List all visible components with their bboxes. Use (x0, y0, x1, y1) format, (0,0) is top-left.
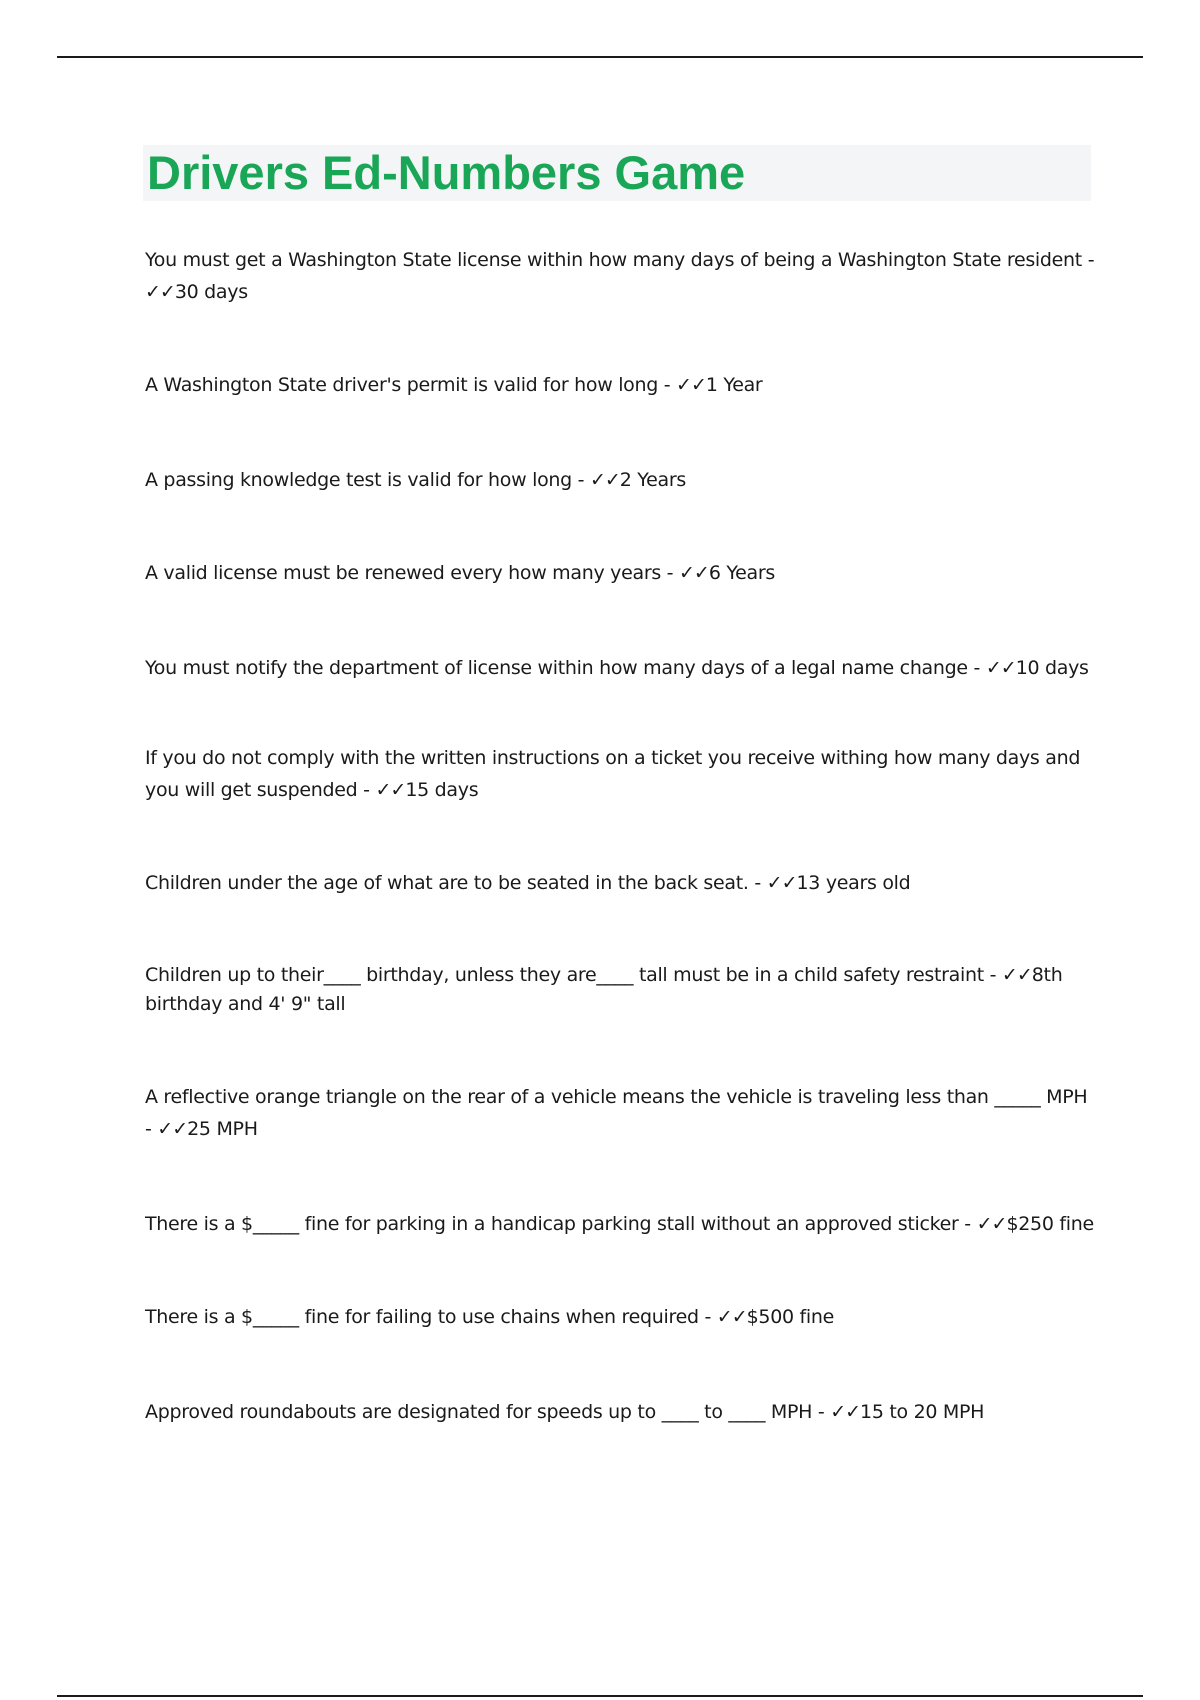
answer-text: 15 days (405, 779, 479, 801)
answer-text: 10 days (1015, 657, 1089, 679)
question-text: Approved roundabouts are designated for speeds up to ____ to ____ MPH - (145, 1401, 831, 1423)
double-check-icon: ✓✓ (1001, 964, 1032, 986)
answer-text: 8th birthday and 4' 9" tall (145, 964, 1063, 1015)
answer-text: $500 fine (746, 1306, 835, 1328)
qa-item (145, 742, 1095, 806)
double-check-icon: ✓✓ (985, 657, 1016, 679)
qa-item (145, 369, 1095, 401)
double-check-icon: ✓✓ (589, 469, 620, 491)
double-check-icon: ✓✓ (830, 1401, 861, 1423)
double-check-icon: ✓✓ (157, 1118, 188, 1140)
question-text: You must get a Washington State license within how many days of being a Washington State resident - (145, 249, 1095, 271)
question-text: A passing knowledge test is valid for how long - (145, 469, 590, 491)
qa-item (145, 1396, 1095, 1428)
answer-text: $250 fine (1006, 1213, 1094, 1235)
qa-item (145, 1301, 1095, 1333)
qa-item (145, 867, 1095, 899)
bottom-divider (57, 1695, 1143, 1697)
question-text: There is a $_____ fine for parking in a handicap parking stall without an approved sticker - (145, 1213, 977, 1235)
double-check-icon: ✓✓ (766, 872, 797, 894)
question-text: Children up to their____ birthday, unless they are____ tall must be in a child safety restraint - (145, 964, 1002, 986)
answer-text: 6 Years (708, 562, 775, 584)
question-text: A valid license must be renewed every how many years - (145, 562, 679, 584)
answer-text: 13 years old (796, 872, 911, 894)
page-title: Drivers Ed-Numbers Game (147, 146, 746, 199)
qa-item (145, 1208, 1095, 1240)
question-text: Children under the age of what are to be seated in the back seat. - (145, 872, 767, 894)
double-check-icon: ✓✓ (716, 1306, 747, 1328)
question-text: A reflective orange triangle on the rear of a vehicle means the vehicle is traveling less than _____ MPH - (145, 1086, 1088, 1140)
answer-text: 15 to 20 MPH (860, 1401, 985, 1423)
top-divider (57, 56, 1143, 58)
qa-item (145, 464, 1095, 496)
qa-item (145, 1081, 1095, 1145)
double-check-icon: ✓✓ (976, 1213, 1007, 1235)
qa-item (145, 961, 1095, 1019)
double-check-icon: ✓✓ (678, 562, 709, 584)
question-text: If you do not comply with the written instructions on a ticket you receive withing how many days and you will get suspended - (145, 747, 1081, 801)
answer-text: 25 MPH (187, 1118, 258, 1140)
double-check-icon: ✓✓ (145, 281, 175, 303)
qa-item (145, 557, 1095, 589)
qa-item (145, 244, 1095, 308)
double-check-icon: ✓✓ (375, 779, 406, 801)
question-text: You must notify the department of license within how many days of a legal name change - (145, 657, 986, 679)
qa-item (145, 652, 1095, 684)
double-check-icon: ✓✓ (676, 374, 706, 396)
answer-text: 1 Year (705, 374, 763, 396)
question-text: There is a $_____ fine for failing to use chains when required - (145, 1306, 717, 1328)
answer-text: 30 days (174, 281, 248, 303)
answer-text: 2 Years (619, 469, 686, 491)
question-text: A Washington State driver's permit is valid for how long - (145, 374, 677, 396)
